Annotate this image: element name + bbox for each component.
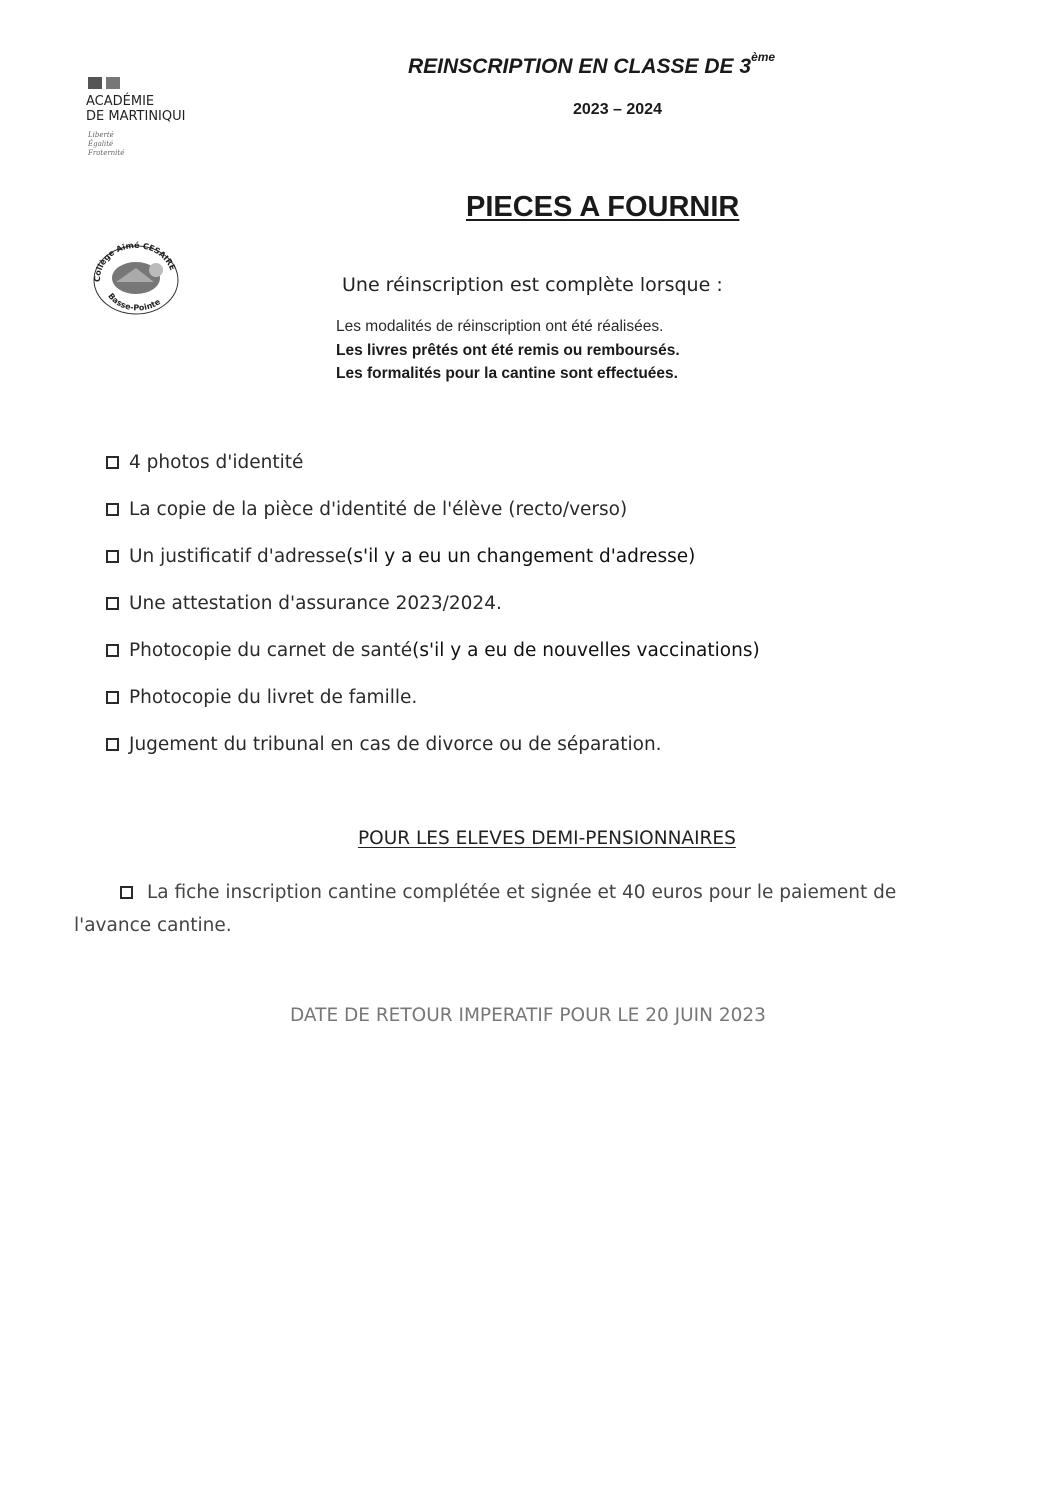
checkbox[interactable] bbox=[120, 886, 133, 899]
checklist-note: (s'il y a eu un changement d'adresse) bbox=[346, 546, 696, 567]
checklist-item bbox=[106, 734, 662, 755]
title-text: REINSCRIPTION EN CLASSE DE 3 bbox=[408, 55, 752, 78]
condition-item: Les formalités pour la cantine sont effectuées. bbox=[336, 365, 678, 382]
checkbox[interactable] bbox=[106, 456, 119, 469]
school-year: 2023 – 2024 bbox=[573, 101, 662, 118]
demi-pension-item bbox=[74, 876, 954, 942]
academie-line-2: DE MARTINIQUI bbox=[86, 109, 186, 124]
academie-name bbox=[86, 94, 185, 124]
checklist-item bbox=[106, 640, 760, 661]
demi-pension-text: La fiche inscription cantine complétée et signée et 40 euros pour le paiement de l'avance cantine. bbox=[74, 882, 897, 936]
republic-logo-marks bbox=[88, 76, 124, 94]
checklist-note: (s'il y a eu de nouvelles vaccinations) bbox=[412, 640, 760, 661]
motto-line: Liberté bbox=[88, 131, 114, 139]
college-seal-logo bbox=[86, 238, 186, 318]
checklist-item bbox=[106, 687, 417, 708]
checklist-text: Photocopie du livret de famille. bbox=[129, 687, 418, 708]
checklist-item bbox=[106, 593, 502, 614]
checklist-text: 4 photos d'identité bbox=[129, 452, 304, 473]
checklist-text: Jugement du tribunal en cas de divorce ou de séparation. bbox=[129, 734, 662, 755]
return-deadline: DATE DE RETOUR IMPERATIF POUR LE 20 JUIN 2023 bbox=[290, 1005, 766, 1026]
checklist-item bbox=[106, 546, 695, 567]
page-heading: PIECES A FOURNIR bbox=[466, 191, 740, 223]
checklist-item bbox=[106, 499, 627, 520]
demi-pension-heading: POUR LES ELEVES DEMI-PENSIONNAIRES bbox=[358, 828, 736, 849]
checklist-text: Un justificatif d'adresse bbox=[129, 546, 347, 567]
seal-bottom-text: Basse-Pointe bbox=[106, 291, 163, 313]
motto-line: Égalité bbox=[88, 140, 114, 148]
checklist-text: La copie de la pièce d'identité de l'élève (recto/verso) bbox=[129, 499, 628, 520]
condition-item: Les modalités de réinscription ont été réalisées. bbox=[336, 318, 664, 335]
checklist-item bbox=[106, 452, 303, 473]
checkbox[interactable] bbox=[106, 691, 119, 704]
motto-line: Fraternité bbox=[88, 149, 125, 157]
academie-line-1: ACADÉMIE bbox=[86, 94, 155, 109]
checklist-text: Une attestation d'assurance 2023/2024. bbox=[129, 593, 502, 614]
checklist-text: Photocopie du carnet de santé bbox=[129, 640, 413, 661]
title-superscript: ème bbox=[751, 50, 776, 64]
checkbox[interactable] bbox=[106, 550, 119, 563]
checkbox[interactable] bbox=[106, 503, 119, 516]
intro-text: Une réinscription est complète lorsque : bbox=[342, 274, 723, 296]
condition-item: Les livres prêtés ont été remis ou remboursés. bbox=[336, 342, 680, 359]
checkbox[interactable] bbox=[106, 738, 119, 751]
seal-top-text: Collège Aimé CESAIRE bbox=[92, 240, 178, 283]
checkbox[interactable] bbox=[106, 597, 119, 610]
checkbox[interactable] bbox=[106, 644, 119, 657]
document-title bbox=[408, 50, 776, 79]
republic-motto bbox=[88, 131, 148, 158]
